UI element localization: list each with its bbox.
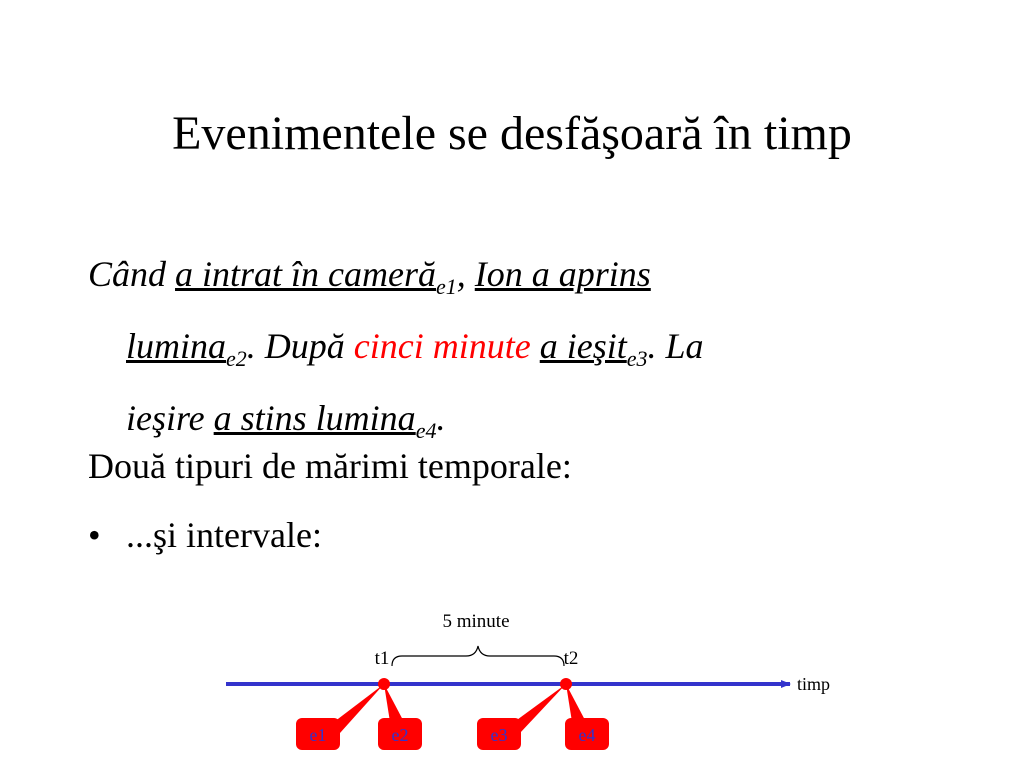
event-3-text: a ieşit — [539, 326, 627, 366]
event-2-subscript: e2 — [226, 346, 247, 371]
paragraph-temporal-quantities: Două tipuri de mărimi temporale: — [88, 446, 572, 486]
text-after-e3: . La — [647, 326, 704, 366]
event-e2-label: e2 — [391, 725, 409, 745]
word-iesire: ieşire — [126, 398, 205, 438]
event-2-text-b: lumina — [126, 326, 227, 366]
text-after-e2: . După — [246, 326, 345, 366]
t2-label: t2 — [563, 648, 579, 669]
event-3-subscript: e3 — [626, 346, 648, 371]
interval-text: cinci minute — [353, 326, 531, 366]
event-e2-callout-pointer — [384, 684, 404, 722]
interval-brace — [392, 646, 564, 666]
word-cand: Când — [88, 254, 167, 294]
comma: , — [456, 254, 466, 294]
axis-label-timp: timp — [797, 674, 831, 694]
event-1-text: a intrat în cameră — [175, 254, 436, 294]
event-4-subscript: e4 — [415, 418, 437, 443]
event-e4-callout-pointer — [566, 684, 586, 722]
interval-label: 5 minute — [442, 611, 510, 632]
point-t2 — [560, 678, 572, 690]
t1-label: t1 — [374, 648, 390, 669]
event-e1-label: e1 — [309, 725, 327, 745]
event-4-text: a stins lumina — [213, 398, 416, 438]
point-t1 — [378, 678, 390, 690]
event-e4-label: e4 — [578, 725, 596, 745]
event-e3-label: e3 — [490, 725, 508, 745]
bullet-marker: • — [88, 515, 101, 555]
bullet-text: ...şi intervale: — [126, 515, 322, 555]
period: . — [436, 398, 446, 438]
event-2-text-a: Ion a aprins — [474, 254, 651, 294]
slide-title: Evenimentele se desfăşoară în timp — [172, 107, 852, 160]
event-1-subscript: e1 — [436, 274, 457, 299]
